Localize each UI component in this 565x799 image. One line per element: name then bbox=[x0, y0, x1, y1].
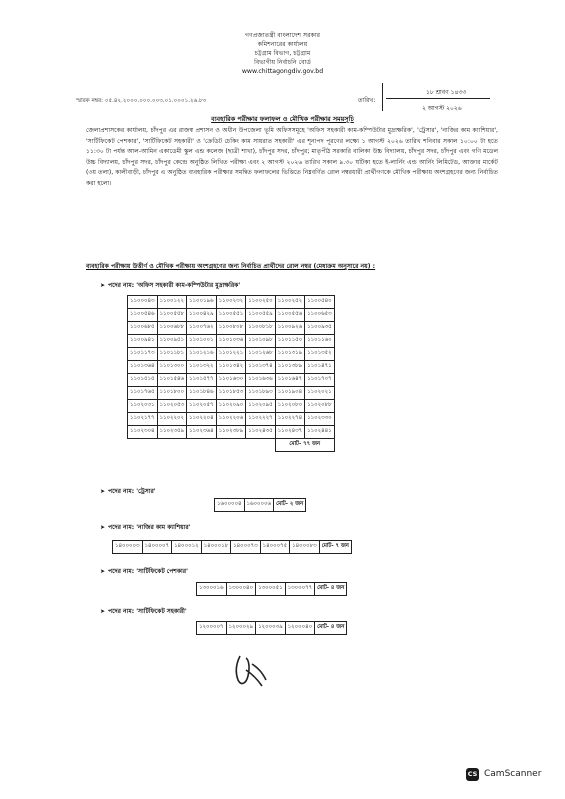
post-title-nazir bbox=[100, 522, 191, 533]
date-label: তারিখ: bbox=[358, 97, 376, 104]
roll-cell: ১১০০৬৮৫ bbox=[128, 322, 158, 335]
roll-cell: ১১০১৩২২ bbox=[187, 361, 217, 374]
roll-cell: ১২০০০৪০ bbox=[285, 622, 315, 635]
total-count: মোট- ২ জন bbox=[274, 499, 306, 512]
roll-cell: ১১০০৮১৮ bbox=[246, 322, 276, 335]
roll-cell: ১১০০১২২ bbox=[157, 296, 187, 309]
roll-cell: ১১০১১৮১ bbox=[157, 348, 187, 361]
bullet-icon: ➤ bbox=[100, 568, 106, 575]
roll-cell: ১১০২০৫৩ bbox=[157, 400, 187, 413]
table-row bbox=[215, 499, 306, 512]
bullet-icon: ➤ bbox=[100, 524, 106, 531]
table-row bbox=[128, 322, 335, 335]
roll-cell: ১১০১৩০০ bbox=[157, 361, 187, 374]
table-row bbox=[128, 348, 335, 361]
roll-table-office-assistant bbox=[127, 295, 335, 452]
roll-cell: ১১০২৩৫৯ bbox=[157, 426, 187, 439]
roll-cell: ১১০০৯৫১ bbox=[157, 335, 187, 348]
roll-cell: ১৪০০০৭৫ bbox=[260, 541, 290, 554]
roll-cell: ১১০২৩০৪ bbox=[128, 426, 158, 439]
roll-cell: ১১০২০৩১ bbox=[128, 400, 158, 413]
roll-cell: ১৪০০০০৩ bbox=[113, 541, 143, 554]
roll-cell: ১১০১৩৬৪ bbox=[128, 361, 158, 374]
roll-cell: ১১০০৯৩৫ bbox=[305, 322, 335, 335]
roll-cell: ১১০২৪৩৫ bbox=[246, 426, 276, 439]
post-name: 'অফিস সহকারী কাম-কম্পিউটার মুদ্রাক্ষরিক' bbox=[136, 282, 241, 289]
roll-cell: ১৩০০০৭৭ bbox=[285, 583, 315, 596]
roll-cell: ১৪০০০০৭ bbox=[142, 541, 172, 554]
roll-cell: ১৪০০০৭৩ bbox=[231, 541, 261, 554]
roll-cell: ১১০০৫৪৬ bbox=[128, 309, 158, 322]
roll-cell: ১৩০০০৫১ bbox=[256, 583, 286, 596]
roll-cell: ১১০০২৫২ bbox=[275, 296, 305, 309]
roll-cell: ১১০১৬৩০ bbox=[216, 374, 246, 387]
roll-cell: ১১০০৫৫৬ bbox=[275, 309, 305, 322]
blank-cell bbox=[187, 439, 217, 452]
roll-cell: ১১০০০৪৩ bbox=[128, 296, 158, 309]
roll-cell: ১১০১০০১ bbox=[187, 335, 217, 348]
roll-cell: ১৬০০০০৪ bbox=[215, 499, 245, 512]
roll-cell: ১২০০০২৯ bbox=[226, 622, 256, 635]
roll-cell: ১২০০০০৭ bbox=[197, 622, 227, 635]
roll-cell: ১১০১৮০০ bbox=[157, 387, 187, 400]
roll-cell: ১১০২০৯০ bbox=[216, 400, 246, 413]
header-gov: গণপ্রজাতন্ত্রী বাংলাদেশ সরকার bbox=[244, 32, 321, 39]
roll-cell: ১১০২৩৬৪ bbox=[187, 426, 217, 439]
roll-cell: ১৪০০০১৮ bbox=[201, 541, 231, 554]
roll-cell: ১১০১৫৪৬ bbox=[157, 374, 187, 387]
bullet-icon: ➤ bbox=[100, 282, 106, 289]
bullet-icon: ➤ bbox=[100, 608, 106, 615]
blank-cell bbox=[216, 439, 246, 452]
roll-cell: ১১০০৫৫৮ bbox=[157, 309, 187, 322]
roll-cell: ১১০০৯৪১ bbox=[128, 335, 158, 348]
roll-cell: ১৪০০০১২ bbox=[172, 541, 202, 554]
table-row bbox=[128, 426, 335, 439]
roll-table-nazir bbox=[112, 540, 352, 554]
roll-cell: ১১০০৫৫৯ bbox=[246, 309, 276, 322]
post-prefix: পদের নাম: bbox=[108, 524, 135, 531]
table-row bbox=[128, 413, 335, 426]
table-row bbox=[128, 400, 335, 413]
roll-table-certificate-peshkar bbox=[196, 582, 347, 596]
roll-table-certificate-assistant bbox=[196, 621, 347, 635]
body-paragraph bbox=[86, 126, 498, 190]
header-board: বিভাগীয় নির্বাচনি বোর্ড bbox=[254, 59, 311, 66]
camscanner-logo: CS bbox=[466, 768, 479, 781]
post-prefix: পদের নাম: bbox=[108, 282, 135, 289]
table-row bbox=[128, 387, 335, 400]
roll-cell: ১১০১৮৯৩ bbox=[246, 387, 276, 400]
roll-cell: ১১০১৩৭৪ bbox=[246, 361, 276, 374]
roll-cell: ১১০১৯০৪ bbox=[275, 387, 305, 400]
roll-cell: ১১০১৮৫৩ bbox=[216, 387, 246, 400]
total-count: মোট- ৭৭ জন bbox=[275, 439, 334, 452]
roll-cell: ১১০১৪৭১ bbox=[305, 361, 335, 374]
roll-cell: ১১০১৩১৯ bbox=[275, 348, 305, 361]
roll-cell: ১১০২৩৩০ bbox=[305, 413, 335, 426]
table-row bbox=[128, 374, 335, 387]
roll-cell: ১১০১০৩৬ bbox=[216, 335, 246, 348]
camscanner-label: CamScanner bbox=[484, 769, 542, 779]
roll-cell: ১১০২০৫৭ bbox=[187, 400, 217, 413]
roll-cell: ১১০০৫৪০ bbox=[305, 296, 335, 309]
subject-heading: ব্যবহারিক পরীক্ষার ফলাফল ও মৌখিক পরীক্ষার সময়সূচি bbox=[211, 115, 354, 123]
date-divider bbox=[386, 98, 490, 99]
roll-cell: ১১০০২৫০ bbox=[246, 296, 276, 309]
roll-cell: ১১০২৪৩৭ bbox=[275, 426, 305, 439]
post-name: 'ট্রেসার' bbox=[136, 488, 156, 495]
roll-cell: ১১০১৭০৭ bbox=[305, 374, 335, 387]
roll-cell: ১১০২০৮৮ bbox=[305, 400, 335, 413]
roll-cell: ১১০০৪২৯ bbox=[187, 309, 217, 322]
roll-cell: ১১০২৩৮৯ bbox=[216, 426, 246, 439]
post-title-office-assistant bbox=[100, 280, 240, 291]
roll-cell: ১১০০৯২৬ bbox=[275, 322, 305, 335]
roll-cell: ১১০২২২৭ bbox=[246, 413, 276, 426]
header-office: কমিশনারের কার্যালয় bbox=[257, 41, 308, 48]
body-text: জেলাপ্রশাসকের কার্যালয়, চাঁদপুর এর রাজস্ব প্রশাসন ও অধীন উপজেলা ভূমি অফিসসমূহে 'অফিস সহকারী কাম-কম্পিউটার মুদ্রাক্ষরিক', 'ট্রেসার', 'নাজির কাম ক্যাশিয়ার', 'সার্টিফিকেট পেশকার', 'সার্টিফিকেট সহকারী' ও 'ক্রেডিট চেকিং কাম সায়রাত সহকারী' এর শূন্যপদ পূরণের লক্ষ্যে ১ আগস্ট ২০২৬ তারিখ শনিবার সকাল ১০:০০ টা হতে ১১:৩০ টা পর্যন্ত আল-আমিন একাডেমী স্কুল এন্ড কলেজ (ছাত্রী শাখা), চাঁদপুর সদর, চাঁদপুর; মাতৃপীঠ সরকারি বালিকা উচ্চ বিদ্যালয়, চাঁদপুর সদর, চাঁদপুর এবং গণি মডেল উচ্চ বিদ্যালয়, চাঁদপুর সদর, চাঁদপুর কেন্দ্রে অনুষ্ঠিত লিখিত পরীক্ষা এবং ২ আগস্ট ২০২৬ তারিখ সকাল ৯.৩০ ঘটিকা হতে ই-লার্নিং এন্ড আর্নিং লিমিটেড, আক্তার মার্কেট (৩য় তলা), কালীবাড়ী, চাঁদপুর এ অনুষ্ঠিত ব্যবহারিক পরীক্ষার সমন্বিত ফলাফলের ভিত্তিতে নিম্নবর্ণিত রোল নম্বরধারী প্রার্থীগণকে মৌখিক পরীক্ষায় অংশগ্রহণের জন্য নির্বাচিত করা হলো। bbox=[86, 127, 498, 187]
roll-cell: ১১০০৫৫১ bbox=[216, 309, 246, 322]
roll-cell: ১১০১৫১৫ bbox=[128, 374, 158, 387]
roll-cell: ১১০২০৮০ bbox=[275, 400, 305, 413]
roll-cell: ১১০০৮০৮ bbox=[216, 322, 246, 335]
roll-cell: ১১০০৭৬২ bbox=[187, 322, 217, 335]
table-row bbox=[113, 541, 352, 554]
roll-cell: ১১০০২৩২ bbox=[216, 296, 246, 309]
table-row bbox=[128, 309, 335, 322]
post-prefix: পদের নাম: bbox=[108, 608, 135, 615]
post-title-tracer bbox=[100, 486, 156, 497]
roll-cell: ১১০২৪৪১ bbox=[305, 426, 335, 439]
post-name: 'সার্টিফিকেট পেশকার' bbox=[136, 568, 188, 575]
total-count: মোট- ৪ জন bbox=[315, 583, 347, 596]
post-title-certificate-assistant bbox=[100, 606, 187, 617]
table-row bbox=[128, 335, 335, 348]
roll-cell: ১১০০৬৮৮ bbox=[157, 322, 187, 335]
roll-cell: ১১০২২০৬ bbox=[216, 413, 246, 426]
roll-cell: ১১০২০৯৫ bbox=[246, 400, 276, 413]
table-row bbox=[128, 296, 335, 309]
roll-cell: ১৩০০০৪০ bbox=[226, 583, 256, 596]
post-name: 'নাজির কাম ক্যাশিয়ার' bbox=[136, 524, 191, 531]
roll-cell: ১১০০১৯৬ bbox=[187, 296, 217, 309]
post-prefix: পদের নাম: bbox=[108, 488, 135, 495]
roll-cell: ১১০২০২১ bbox=[305, 387, 335, 400]
roll-cell: ১১০০৬৫৩ bbox=[305, 309, 335, 322]
post-prefix: পদের নাম: bbox=[108, 568, 135, 575]
roll-cell: ১১০১৩৮৯ bbox=[275, 361, 305, 374]
roll-cell: ১১০২২০২ bbox=[157, 413, 187, 426]
table-row bbox=[197, 622, 347, 635]
header-website-link[interactable]: www.chittagongdiv.gov.bd bbox=[241, 68, 324, 75]
signature bbox=[232, 650, 282, 690]
roll-cell: ১৬০০০০৬ bbox=[244, 499, 274, 512]
roll-cell: ১১০১২৬৮ bbox=[246, 348, 276, 361]
total-count: মোট- ৪ জন bbox=[315, 622, 347, 635]
roll-cell: ১১০২১৭৭ bbox=[128, 413, 158, 426]
blank-cell bbox=[157, 439, 187, 452]
blank-cell bbox=[246, 439, 276, 452]
header-division: চট্টগ্রাম বিভাগ, চট্টগ্রাম bbox=[254, 50, 311, 57]
roll-cell: ১১০১৫৭৭ bbox=[187, 374, 217, 387]
total-count: মোট- ৭ জন bbox=[319, 541, 351, 554]
list-heading: ব্যবহারিক পরীক্ষায় উত্তীর্ণ ও মৌখিক পরীক্ষায় অংশগ্রহণের জন্য নির্বাচিত প্রার্থীদের রোল নম্বর (মেধাক্রম অনুসারে নয়) : bbox=[86, 263, 376, 270]
table-row bbox=[128, 361, 335, 374]
table-row bbox=[197, 583, 347, 596]
roll-cell: ১১০১৭৬৫ bbox=[128, 387, 158, 400]
date-english: ২ আগস্ট ২০২৬ bbox=[422, 105, 462, 112]
roll-cell: ১১০১৬৪৭ bbox=[275, 374, 305, 387]
bullet-icon: ➤ bbox=[100, 488, 106, 495]
memo-number: স্মারক নম্বর: ০৫.৪২.২০০০.০০০.০০৩.০১.০০০১.২৬.৮৩ bbox=[76, 98, 207, 104]
roll-cell: ১১০১১৬০ bbox=[305, 335, 335, 348]
roll-cell: ১১০১২২১ bbox=[216, 348, 246, 361]
roll-cell: ১১০১৮৪৬ bbox=[187, 387, 217, 400]
post-title-certificate-peshkar bbox=[100, 566, 188, 577]
total-row bbox=[128, 439, 335, 452]
date-bangla: ১৮ শ্রাবণ ১৪৩৩ bbox=[426, 89, 467, 96]
roll-cell: ১১০১২১৬ bbox=[187, 348, 217, 361]
post-name: 'সার্টিফিকেট সহকারী' bbox=[136, 608, 187, 615]
roll-cell: ১১০২২০৪ bbox=[187, 413, 217, 426]
roll-cell: ১১০১৬৩৬ bbox=[246, 374, 276, 387]
roll-cell: ১১০১৩৫২ bbox=[305, 348, 335, 361]
roll-cell: ১১০২২৭৪ bbox=[275, 413, 305, 426]
roll-cell: ১৪০০০৮৩ bbox=[290, 541, 320, 554]
roll-cell: ১১০১৩৪২ bbox=[216, 361, 246, 374]
roll-cell: ১২০০০৩৯ bbox=[256, 622, 286, 635]
blank-cell bbox=[128, 439, 158, 452]
roll-cell: ১৩০০০১৬ bbox=[197, 583, 227, 596]
roll-table-tracer bbox=[214, 498, 306, 512]
roll-cell: ১১০১১৫০ bbox=[275, 335, 305, 348]
roll-cell: ১১০১১৭৩ bbox=[128, 348, 158, 361]
roll-cell: ১১০১০৯৮ bbox=[246, 335, 276, 348]
